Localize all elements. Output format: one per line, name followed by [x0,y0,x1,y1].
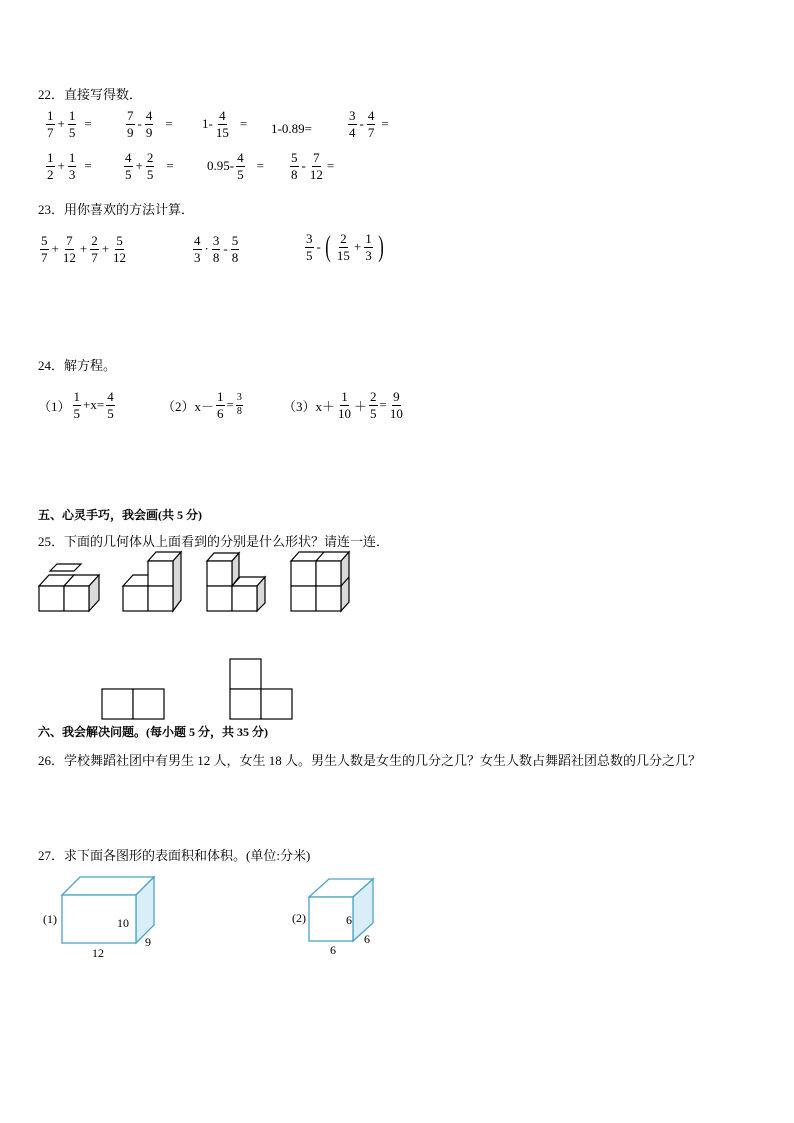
q22-r1-e: 3 4 - $\frac{4}{7}$ = [349,108,389,140]
solid-2 [123,552,181,611]
q25-title: 25．下面的几何体从上面看到的分别是什么形状？请连一连． [38,534,390,549]
q27-title: 27．求下面各图形的表面积和体积。(单位:分米) [38,848,311,863]
q24-title: 24．解方程。 [38,358,117,373]
solid-4 [291,552,349,611]
q23-expr-3: 3 5 - ( 2 15 + $\frac{1}{3}$ ) [306,230,384,264]
solid-3 [207,553,265,611]
q22-r2-a: 1 2 + $\frac{1}{3}$ = [47,150,92,182]
q22-r2-d: 5 8 - $\frac{7}{12}$ = [291,150,335,182]
q22-r1-b: 7 9 - $\frac{4}{9}$ = [127,108,173,140]
box-1-height: 10 [117,916,129,930]
solid-1 [39,564,99,611]
q24-eq-1: （1） 1 5 +x= $\frac{4}{5}$ [38,389,114,421]
section-6-heading: 六、我会解决问题。(每小题 5 分，共 35 分) [38,725,268,739]
box-2-length: 6 [330,943,336,957]
box-1-label: (1) [43,912,57,926]
q24-eq-2: （2）x－ $\frac{1}{6}$ = $\frac{3}{8}$ [162,389,242,421]
top-view-shapes [100,657,300,722]
top-view-1x2 [102,689,164,719]
box-1-length: 12 [92,946,104,960]
q22-r2-b: 4 5 + $\frac{2}{5}$ = [125,150,174,182]
box-1-width: 9 [145,935,151,949]
q23-expr-2: 4 3 · 3 8 - 5 8 [194,233,239,265]
cube-figures [36,555,366,615]
section-5-heading: 五、心灵手巧，我会画(共 5 分) [38,508,202,522]
box-2-height: 6 [346,913,352,927]
q22-r1-d: 1-0.89= [271,121,312,136]
q22-r1-a: 1 7 + $\frac{1}{5}$ = [47,108,92,140]
q23-title: 23．用你喜欢的方法计算． [38,202,195,217]
q22-r2-c: 0.95- $\frac{4}{5}$ = [207,150,264,182]
q23-expr-1: 5 7 + $\frac{7}{12}$ + $\frac{2}{7}$ + $\frac{5}{12}$ [41,233,127,265]
q22-r1-c: 1- $\frac{4}{15}$ = [202,108,248,140]
q22-title: 22．直接写得数． [38,87,143,102]
top-view-l-shape [230,659,292,719]
q26-title: 26．学校舞蹈社团中有男生 12 人，女生 18 人。男生人数是女生的几分之几？女生人数占舞蹈社团总数的几分之几？ [38,753,702,768]
q24-eq-3: （3）x＋ 1 10 ＋ $\frac{2}{5}$ = $\frac{9}{10}$ [283,389,403,421]
box-2-width: 6 [364,932,370,946]
box-2-label: (2) [292,911,306,925]
